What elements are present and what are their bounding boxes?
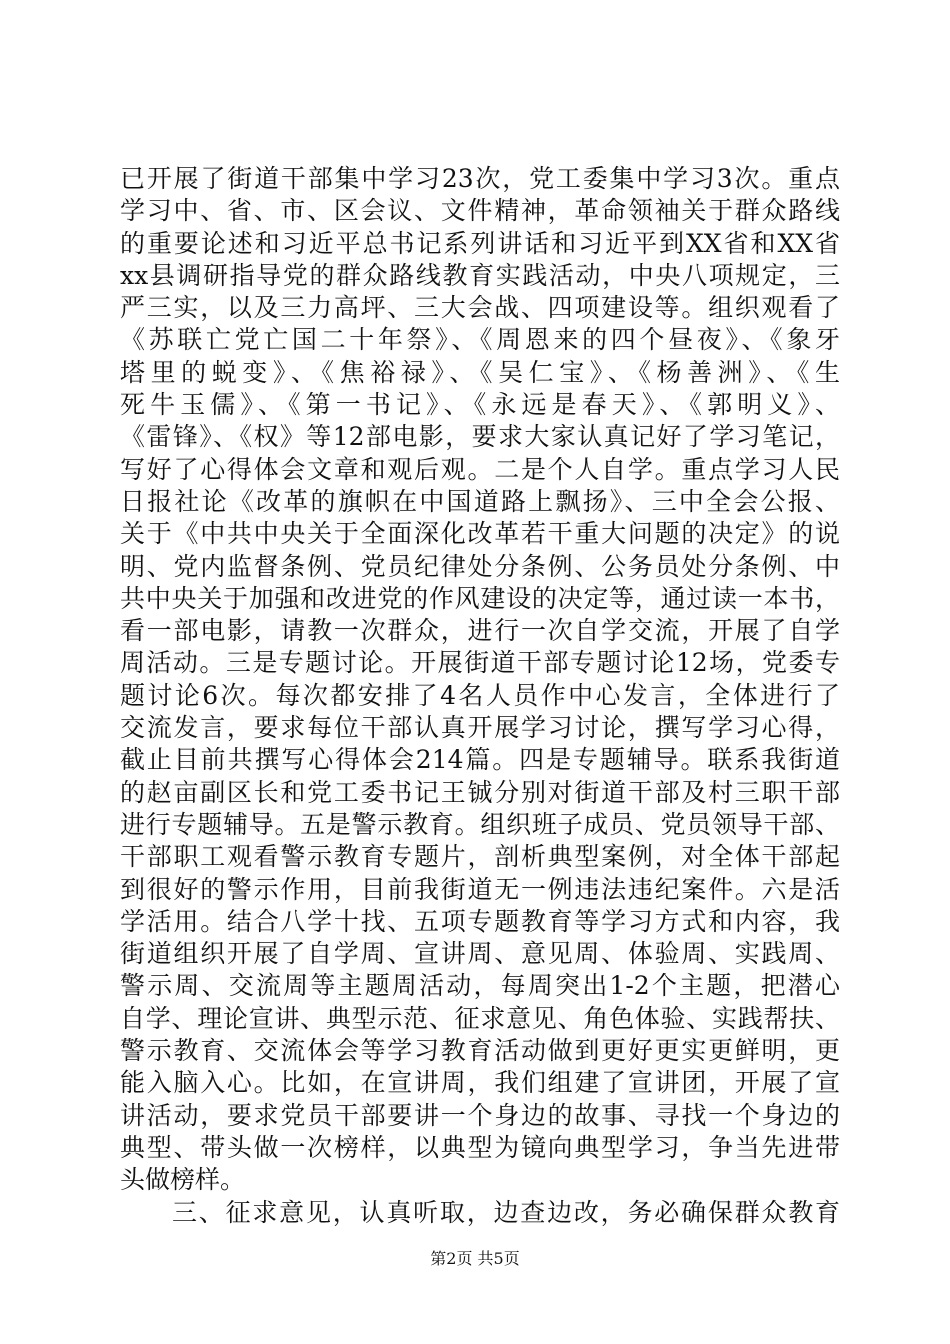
body-line-14: 共中央关于加强和改进党的作风建设的决定等，通过读一本书，: [120, 583, 840, 613]
body-line-30: 讲活动，要求党员干部要讲一个身边的故事、寻找一个身边的: [120, 1100, 840, 1130]
body-line-11: 日报社论《改革的旗帜在中国道路上飘扬》、三中全会公报、: [120, 486, 840, 516]
body-line-22: 干部职工观看警示教育专题片，剖析典型案例，对全体干部起: [120, 842, 840, 872]
body-line-28: 警示教育、交流体会等学习教育活动做到更好更实更鲜明，更: [120, 1036, 840, 1066]
body-line-19: 截止目前共撰写心得体会214篇。四是专题辅导。联系我街道: [120, 745, 840, 775]
body-line-12: 关于《中共中央关于全面深化改革若干重大问题的决定》的说: [120, 519, 840, 549]
document-body: [120, 163, 840, 1229]
body-line-23: 到很好的警示作用，目前我街道无一例违法违纪案件。六是活: [120, 874, 840, 904]
body-line-29: 能入脑入心。比如，在宣讲周，我们组建了宣讲团，开展了宣: [120, 1068, 840, 1098]
body-line-5: 严三实，以及三力高坪、三大会战、四项建设等。组织观看了: [120, 293, 840, 323]
body-line-31: 典型、带头做一次榜样，以典型为镜向典型学习，争当先进带: [120, 1132, 840, 1162]
body-line-4: xx县调研指导党的群众路线教育实践活动，中央八项规定，三: [120, 260, 840, 290]
body-line-10: 写好了心得体会文章和观后观。二是个人自学。重点学习人民: [120, 454, 840, 484]
body-line-13: 明、党内监督条例、党员纪律处分条例、公务员处分条例、中: [120, 551, 840, 581]
page-footer: [0, 1249, 950, 1269]
body-line-15: 看一部电影，请教一次群众，进行一次自学交流，开展了自学: [120, 616, 840, 646]
body-line-8: 死牛玉儒》、《第一书记》、《永远是春天》、《郭明义》、: [120, 390, 840, 420]
body-line-24: 学活用。结合八学十找、五项专题教育等学习方式和内容，我: [120, 906, 840, 936]
page-number-label: 第2页 共5页: [430, 1249, 520, 1268]
body-line-17: 题讨论6次。每次都安排了4名人员作中心发言，全体进行了: [120, 680, 840, 710]
body-line-6: 《苏联亡党亡国二十年祭》、《周恩来的四个昼夜》、《象牙: [120, 325, 840, 355]
body-line-16: 周活动。三是专题讨论。开展街道干部专题讨论12场，党委专: [120, 648, 840, 678]
body-line-26: 警示周、交流周等主题周活动，每周突出1-2个主题，把潜心: [120, 971, 840, 1001]
body-line-3: 的重要论述和习近平总书记系列讲话和习近平到XX省和XX省: [120, 228, 840, 258]
body-line-2: 学习中、省、市、区会议、文件精神，革命领袖关于群众路线: [120, 196, 840, 226]
body-line-18: 交流发言，要求每位干部认真开展学习讨论，撰写学习心得，: [120, 713, 840, 743]
body-line-32: 头做榜样。: [120, 1165, 246, 1195]
body-line-21: 进行专题辅导。五是警示教育。组织班子成员、党员领导干部、: [120, 809, 840, 839]
body-line-25: 街道组织开展了自学周、宣讲周、意见周、体验周、实践周、: [120, 939, 840, 969]
body-line-7: 塔里的蜕变》、《焦裕禄》、《吴仁宝》、《杨善洲》、《生: [120, 357, 840, 387]
body-line-9: 《雷锋》、《权》等12部电影，要求大家认真记好了学习笔记，: [120, 422, 840, 452]
body-line-20: 的赵亩副区长和党工委书记王铖分别对街道干部及村三职干部: [120, 777, 840, 807]
body-line-1: 已开展了街道干部集中学习23次，党工委集中学习3次。重点: [120, 164, 840, 193]
body-line-27: 自学、理论宣讲、典型示范、征求意见、角色体验、实践帮扶、: [120, 1003, 840, 1033]
section-heading: 三、征求意见，认真听取，边查边改，务必确保群众教育: [172, 1197, 840, 1227]
